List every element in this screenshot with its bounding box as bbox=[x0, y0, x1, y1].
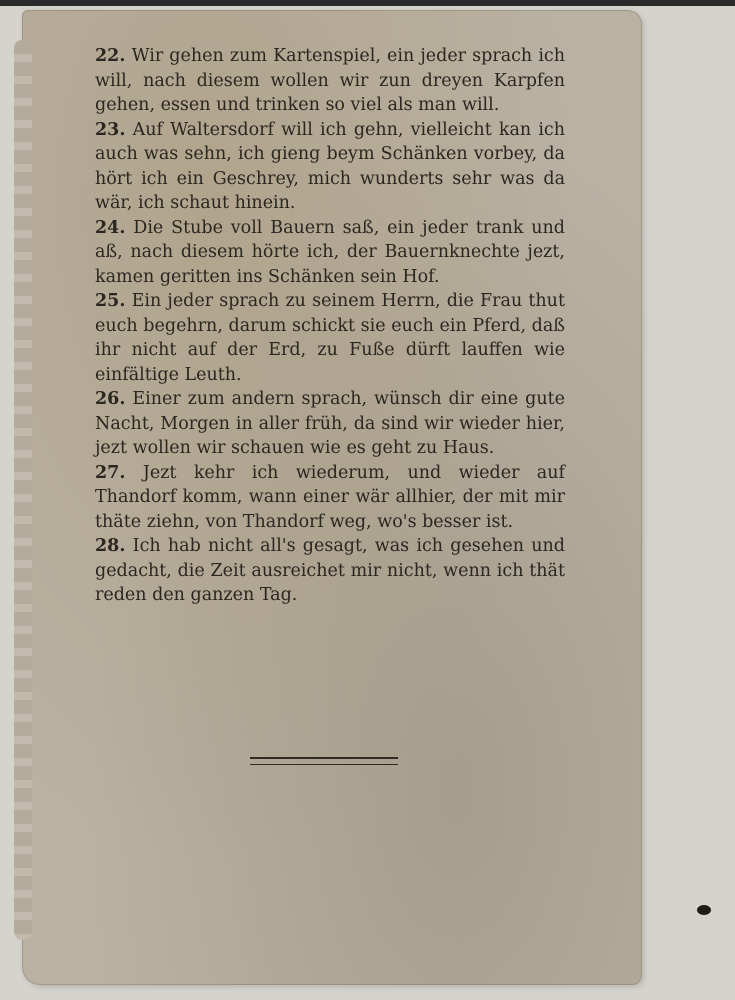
verse-26 bbox=[95, 387, 565, 461]
verse-text: Ich hab nicht all's gesagt, was ich gesehen und gedacht, die Zeit ausreichet mir nicht, wenn ich thät reden den ganzen Tag. bbox=[95, 536, 565, 605]
verse-list bbox=[95, 44, 565, 608]
verse-22 bbox=[95, 44, 565, 118]
verse-27 bbox=[95, 461, 565, 535]
verse-text: Auf Waltersdorf will ich gehn, vielleicht kan ich auch was sehn, ich gieng beym Schänken vorbey, da hört ich ein Geschrey, mich wunderts sehr was da wär, ich schaut hinein. bbox=[95, 119, 565, 213]
closing-double-rule bbox=[250, 757, 398, 765]
verse-number: 26. bbox=[95, 389, 126, 409]
ink-blot bbox=[697, 905, 711, 915]
paper-torn-edge bbox=[14, 40, 32, 940]
verse-text: Die Stube voll Bauern saß, ein jeder trank und aß, nach diesem hörte ich, der Bauernknechte jezt, kamen geritten ins Schänken sein Hof. bbox=[95, 217, 565, 287]
scan-top-edge bbox=[0, 0, 735, 6]
verse-number: 27. bbox=[95, 462, 126, 483]
verse-number: 23. bbox=[95, 119, 126, 140]
verse-number: 22. bbox=[95, 46, 126, 66]
verse-number: 25. bbox=[95, 291, 126, 311]
verse-number: 28. bbox=[95, 536, 126, 556]
verse-text: Wir gehen zum Kartenspiel, ein jeder sprach ich will, nach diesem wollen wir zun dreyen Karpfen gehen, essen und trinken so viel als man will. bbox=[95, 46, 565, 115]
verse-text: Ein jeder sprach zu seinem Herrn, die Frau thut euch begehrn, darum schickt sie euch ein Pferd, daß ihr nicht auf der Erd, zu Fuße dürft lauffen wie einfältige Leuth. bbox=[95, 291, 565, 385]
verse-24 bbox=[95, 216, 565, 290]
verse-text: Jezt kehr ich wiederum, und wieder auf Thandorf komm, wann einer wär allhier, der mit mir thäte ziehn, von Thandorf weg, wo's besser ist. bbox=[95, 462, 565, 532]
verse-25 bbox=[95, 289, 565, 387]
verse-23 bbox=[95, 118, 565, 216]
verse-text: Einer zum andern sprach, wünsch dir eine gute Nacht, Morgen in aller früh, da sind wir wieder hier, jezt wollen wir schauen wie es geht zu Haus. bbox=[95, 389, 565, 458]
verse-28 bbox=[95, 534, 565, 608]
verse-number: 24. bbox=[95, 217, 126, 238]
